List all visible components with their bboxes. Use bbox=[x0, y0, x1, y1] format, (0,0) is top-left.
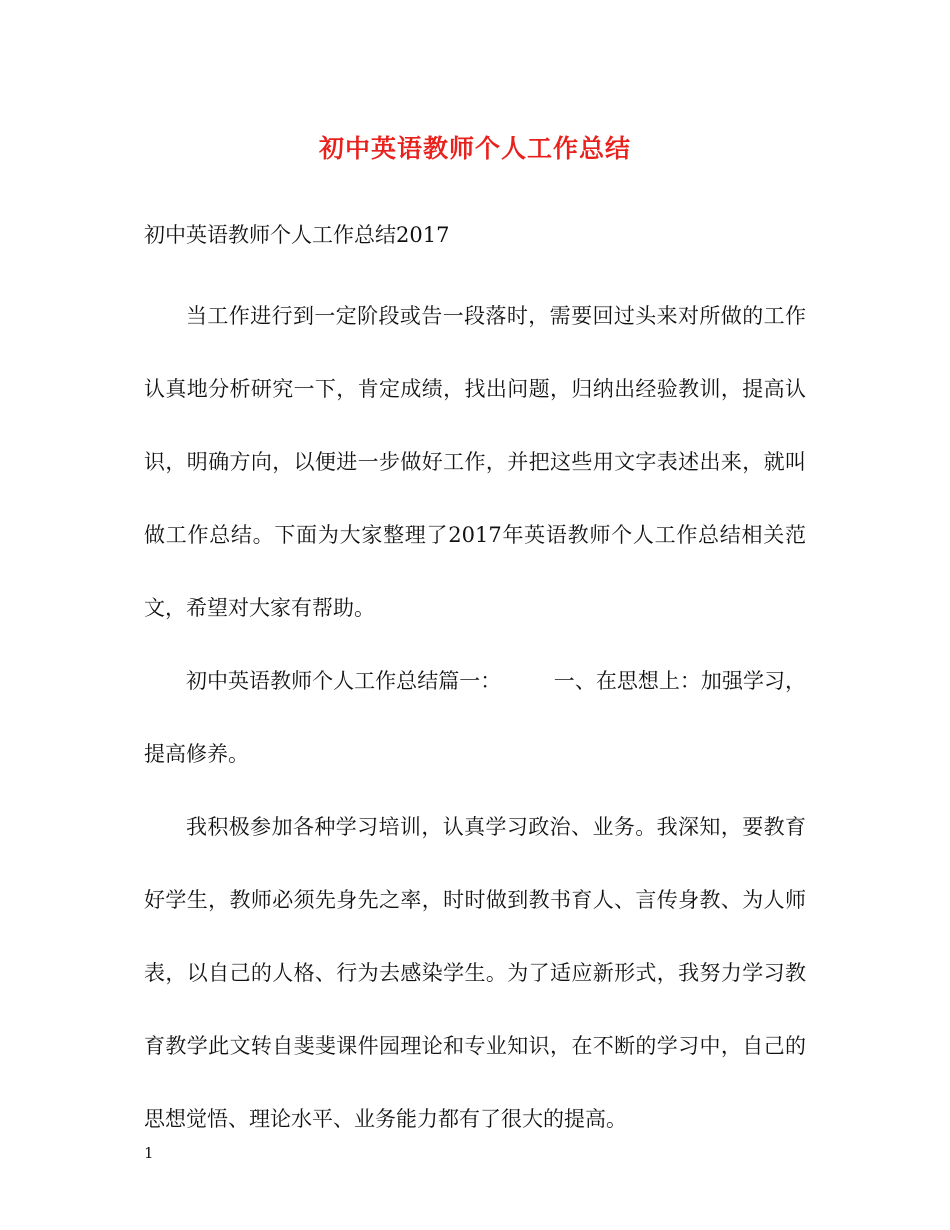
document-subtitle: 初中英语教师个人工作总结2017 bbox=[144, 223, 450, 247]
intro-paragraph: 当工作进行到一定阶段或告一段落时，需要回过头来对所做的工作认真地分析研究一下，肯定成绩，找出问题，归纳出经验教训，提高认识，明确方向，以便进一步做好工作，并把这些用文字表述出来，就叫做工作总结。下面为大家整理了2017年英语教师个人工作总结相关范文，希望对大家有帮助。 bbox=[144, 304, 806, 620]
page-number: 1 bbox=[144, 1144, 154, 1162]
document-body bbox=[144, 280, 806, 1156]
section-heading-paragraph: 初中英语教师个人工作总结篇一： 一、在思想上：加强学习，提高修养。 bbox=[144, 669, 806, 766]
document-title: 初中英语教师个人工作总结 bbox=[318, 134, 631, 163]
body-paragraph: 我积极参加各种学习培训，认真学习政治、业务。我深知，要教育好学生，教师必须先身先之率，时时做到教书育人、言传身教、为人师表，以自己的人格、行为去感染学生。为了适应新形式，我努力学习教育教学此文转自斐斐课件园理论和专业知识，在不断的学习中，自己的思想觉悟、理论水平、业务能力都有了很大的提高。 bbox=[144, 815, 806, 1131]
